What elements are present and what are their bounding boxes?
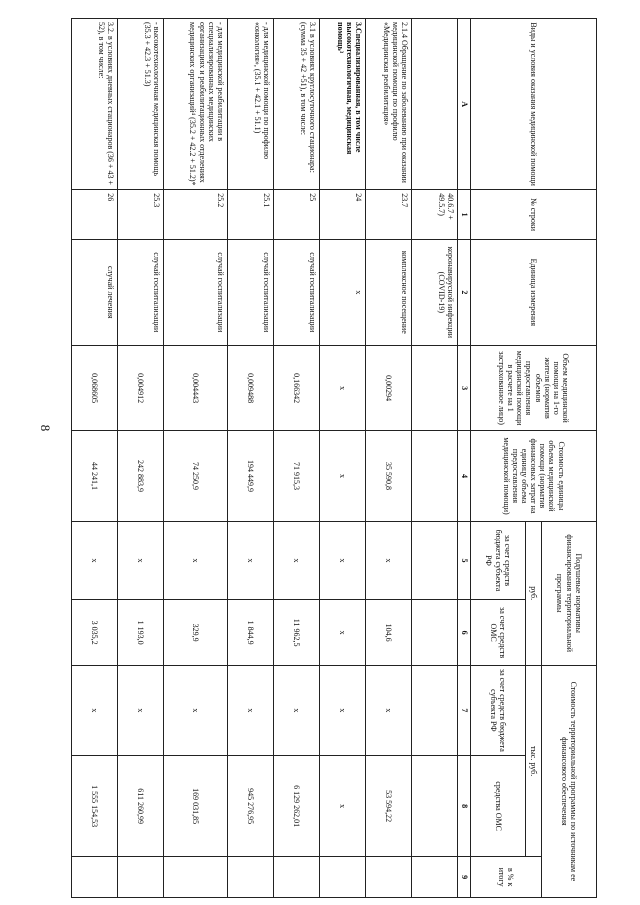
row-v4: 242 883,9 — [118, 431, 164, 521]
row-v8 — [412, 755, 458, 856]
table-row — [228, 19, 274, 898]
row-unit: случай госпитализации — [274, 239, 320, 345]
row-v7: х — [274, 665, 320, 755]
table-row — [118, 19, 164, 898]
header-col-a: Виды и условия оказания медицинской помощи — [471, 19, 597, 190]
header-col-3: Объем медицинской помощи на 1-го жителя (норматив объемов предоставления медицинской помощи в расчете на 1 застрахованное лицо) — [471, 345, 597, 431]
row-v6: 1 193,0 — [118, 600, 164, 665]
row-v8: 53 594,22 — [366, 755, 412, 856]
index-cell: А — [458, 19, 471, 190]
row-v9 — [164, 857, 228, 898]
row-v4: 35 590,8 — [366, 431, 412, 521]
row-v3: 0,166342 — [274, 345, 320, 431]
table-row — [164, 19, 228, 898]
row-v5: х — [228, 521, 274, 600]
index-row — [458, 19, 471, 898]
row-line: 40.6.7 + 49.5.7) — [412, 190, 458, 240]
row-v9 — [72, 857, 118, 898]
row-unit: случай лечения — [72, 239, 118, 345]
header-col-9: в % к итогу — [471, 857, 542, 898]
medical-care-table — [71, 18, 597, 898]
row-v7 — [412, 665, 458, 755]
row-unit: комплексное посещение — [366, 239, 412, 345]
row-v6: 1 844,9 — [228, 600, 274, 665]
row-v9 — [366, 857, 412, 898]
row-v5: х — [72, 521, 118, 600]
row-line: 23.7 — [366, 190, 412, 240]
header-unit-rub: руб. — [526, 521, 542, 665]
row-v7: х — [118, 665, 164, 755]
row-v9 — [228, 857, 274, 898]
header-col-7: за счет средств бюджета субъекта РФ — [471, 665, 526, 755]
index-cell: 7 — [458, 665, 471, 755]
header-col-1: № строки — [471, 190, 597, 240]
row-v8: 169 031,85 — [164, 755, 228, 856]
row-v3: 0,00294 — [366, 345, 412, 431]
index-cell: 3 — [458, 345, 471, 431]
header-col-4: Стоимость единицы объема медицинской помощи (норматив финансовых затрат на единицу объема предоставления медицинской помощи) — [471, 431, 597, 521]
row-v8: 1 555 154,53 — [72, 755, 118, 856]
row-line: 25 — [274, 190, 320, 240]
header-group-normatives: Подушевые нормативы финансирования территориальной программы — [542, 521, 597, 665]
row-line: 25.3 — [118, 190, 164, 240]
row-v3: х — [320, 345, 366, 431]
index-cell: 4 — [458, 431, 471, 521]
row-v5 — [412, 521, 458, 600]
rotated-table-wrapper — [87, 18, 597, 898]
index-cell: 9 — [458, 857, 471, 898]
header-group-cost: Стоимость территориальной программы по источникам ее финансового обеспечения — [542, 665, 597, 897]
row-v9 — [118, 857, 164, 898]
row-v5: х — [164, 521, 228, 600]
row-v8: х — [320, 755, 366, 856]
row-name: 3.Специализированная, в том числе высокотехнологичная, медицинская помощь³ — [320, 19, 366, 190]
index-cell: 6 — [458, 600, 471, 665]
row-v6: 329,9 — [164, 600, 228, 665]
row-v5: х — [274, 521, 320, 600]
row-v8: 6 129 262,01 — [274, 755, 320, 856]
row-line: 25.2 — [164, 190, 228, 240]
row-v3: 0,004912 — [118, 345, 164, 431]
row-v8: 611 260,99 — [118, 755, 164, 856]
table-row — [274, 19, 320, 898]
row-line: 24 — [320, 190, 366, 240]
row-v4: 44 241,1 — [72, 431, 118, 521]
row-unit: случай госпитализации — [228, 239, 274, 345]
row-v3: 0,068605 — [72, 345, 118, 431]
row-v7: х — [366, 665, 412, 755]
row-v5: х — [366, 521, 412, 600]
row-v7: х — [164, 665, 228, 755]
row-v4: 194 449,9 — [228, 431, 274, 521]
row-v7: х — [228, 665, 274, 755]
index-cell: 8 — [458, 755, 471, 856]
table-row — [366, 19, 412, 898]
index-cell: 5 — [458, 521, 471, 600]
row-v6 — [412, 600, 458, 665]
row-v6: х — [320, 600, 366, 665]
row-name: 3.2. в условиях дневных стационаров (36 + 43 + 52), в том числе: — [72, 19, 118, 190]
row-name: 2.1.4 Обращение по заболеванию при оказании медицинской помощи по профилю «Медицинская реабилитация» — [366, 19, 412, 190]
row-v5: х — [118, 521, 164, 600]
row-name: 3.1 в условиях круглосуточного стационара: (сумма 35 + 42 +51), в том числе: — [274, 19, 320, 190]
row-v4: 74 250,9 — [164, 431, 228, 521]
row-unit: случай госпитализации — [118, 239, 164, 345]
row-name — [412, 19, 458, 190]
row-v6: 104,6 — [366, 600, 412, 665]
row-name: - для медицинской реабилитации в специализированных медицинских организациях и реабилитационных отделениях медицинских организаций⁴ (35.2 + 42.2 + 51.2)* — [164, 19, 228, 190]
row-v4 — [412, 431, 458, 521]
row-v9 — [274, 857, 320, 898]
header-col-8: средства ОМС — [471, 755, 526, 856]
row-v7: х — [72, 665, 118, 755]
row-line: 25.1 — [228, 190, 274, 240]
row-v6: 3 035,2 — [72, 600, 118, 665]
header-col-5: за счет средств бюджета субъекта РФ — [471, 521, 526, 600]
row-unit: случай госпитализации — [164, 239, 228, 345]
row-v4: 71 915,3 — [274, 431, 320, 521]
header-unit-thousand: тыс. руб. — [526, 665, 542, 857]
row-v3: 0,009488 — [228, 345, 274, 431]
row-unit: х — [320, 239, 366, 345]
row-v7: х — [320, 665, 366, 755]
page-number: 8 — [38, 424, 53, 432]
row-line: 26 — [72, 190, 118, 240]
row-v9 — [412, 857, 458, 898]
row-name: - для медицинской помощи по профилю «онкология», (35.1 + 42.1 + 51.1) — [228, 19, 274, 190]
row-v9 — [320, 857, 366, 898]
row-v4: х — [320, 431, 366, 521]
index-cell: 1 — [458, 190, 471, 240]
header-col-6: за счет средств ОМС — [471, 600, 526, 665]
row-v3 — [412, 345, 458, 431]
row-unit: коронавирусной инфекции (COVID-19) — [412, 239, 458, 345]
row-v8: 945 276,95 — [228, 755, 274, 856]
table-row — [72, 19, 118, 898]
row-v6: 11 962,5 — [274, 600, 320, 665]
row-v3: 0,004443 — [164, 345, 228, 431]
table-row — [320, 19, 366, 898]
row-v5: х — [320, 521, 366, 600]
index-cell: 2 — [458, 239, 471, 345]
table-row — [412, 19, 458, 898]
row-name: - высокотехнологичная медицинская помощь (35.3 + 42.3 + 51.3) — [118, 19, 164, 190]
header-col-2: Единица измерения — [471, 239, 597, 345]
